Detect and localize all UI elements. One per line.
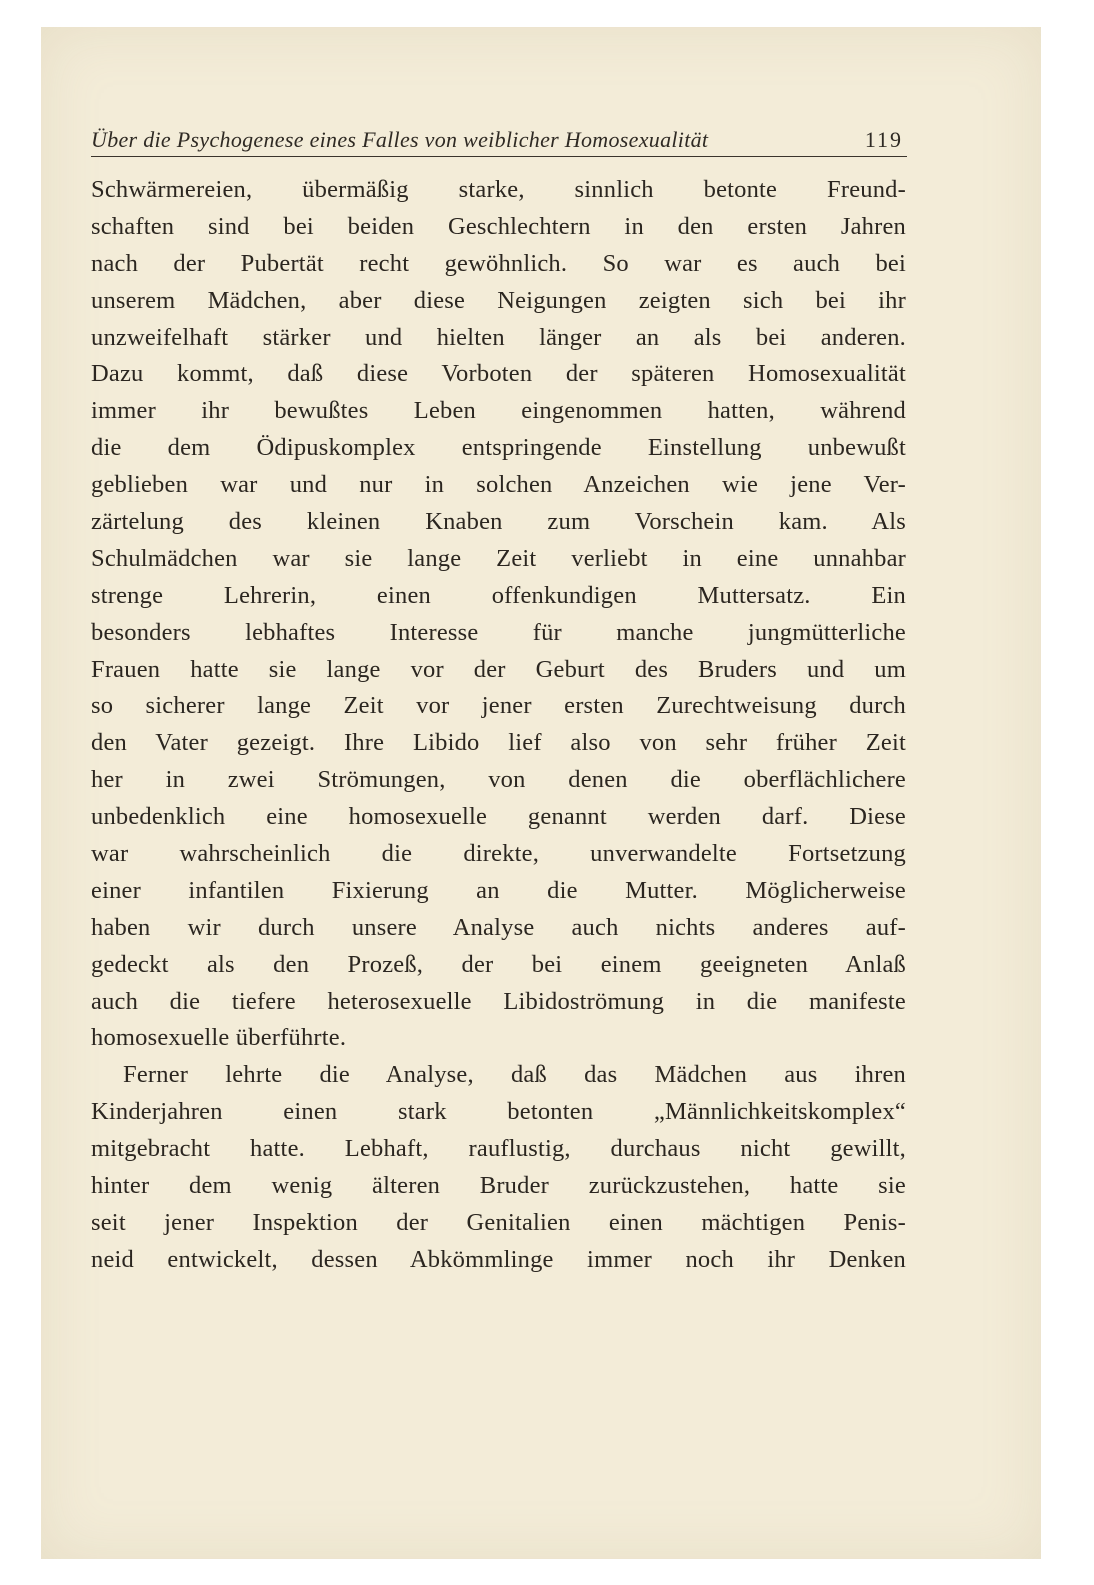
text-line: mitgebracht hatte. Lebhaft, rauflustig, durchaus nicht gewillt, (91, 1135, 906, 1163)
text-line: geblieben war und nur in solchen Anzeichen wie jene Ver- (91, 471, 906, 499)
text-line: unserem Mädchen, aber diese Neigungen zeigten sich bei ihr (91, 286, 906, 314)
paragraph-2 (91, 1057, 906, 1278)
text-line: Dazu kommt, daß diese Vorboten der späteren Homosexualität (91, 360, 906, 388)
text-line: schaften sind bei beiden Geschlechtern in den ersten Jahren (91, 212, 906, 240)
running-head (91, 126, 907, 157)
text-line: haben wir durch unsere Analyse auch nichts anderes auf- (91, 913, 906, 941)
text-line: neid entwickelt, dessen Abkömmlinge immer noch ihr Denken (91, 1245, 906, 1273)
text-line: immer ihr bewußtes Leben eingenommen hatten, während (91, 397, 906, 425)
text-line: Frauen hatte sie lange vor der Geburt des Bruders und um (91, 655, 906, 683)
text-line: einer infantilen Fixierung an die Mutter. Möglicherweise (91, 876, 906, 904)
paragraph-1 (91, 172, 906, 1057)
text-line: war wahrscheinlich die direkte, unverwandelte Fortsetzung (91, 840, 906, 868)
text-line: hinter dem wenig älteren Bruder zurückzustehen, hatte sie (91, 1172, 906, 1200)
text-line: homosexuelle überführte. (91, 1024, 347, 1052)
text-line: Kinderjahren einen stark betonten „Männlichkeitskomplex“ (91, 1098, 906, 1126)
text-line: den Vater gezeigt. Ihre Libido lief also von sehr früher Zeit (91, 729, 906, 757)
text-line: auch die tiefere heterosexuelle Libidoströmung in die manifeste (91, 987, 906, 1015)
text-line: Schwärmereien, übermäßig starke, sinnlich betonte Freund- (91, 176, 906, 203)
text-line: gedeckt als den Prozeß, der bei einem geeigneten Anlaß (91, 950, 906, 978)
text-line: besonders lebhaftes Interesse für manche jungmütterliche (91, 618, 906, 646)
text-line: seit jener Inspektion der Genitalien einen mächtigen Penis- (91, 1208, 906, 1236)
text-line: zärtelung des kleinen Knaben zum Vorschein kam. Als (91, 508, 906, 536)
body-text (91, 172, 906, 1279)
text-line: nach der Pubertät recht gewöhnlich. So war es auch bei (91, 249, 906, 277)
text-line: her in zwei Strömungen, von denen die oberflächlichere (91, 766, 906, 794)
text-line: die dem Ödipuskomplex entspringende Einstellung unbewußt (91, 434, 906, 462)
text-line: so sicherer lange Zeit vor jener ersten Zurechtweisung durch (91, 692, 906, 720)
text-line: Ferner lehrte die Analyse, daß das Mädchen aus ihren (123, 1061, 906, 1089)
running-head-title: Über die Psychogenese eines Falles von weiblicher Homosexualität (91, 127, 709, 152)
text-line: unbedenklich eine homosexuelle genannt werden darf. Diese (91, 803, 906, 831)
page-number: 119 (864, 127, 903, 152)
text-line: Schulmädchen war sie lange Zeit verliebt in eine unnahbar (91, 544, 906, 572)
text-line: strenge Lehrerin, einen offenkundigen Muttersatz. Ein (91, 581, 906, 609)
text-line: unzweifelhaft stärker und hielten länger an als bei anderen. (91, 323, 906, 351)
